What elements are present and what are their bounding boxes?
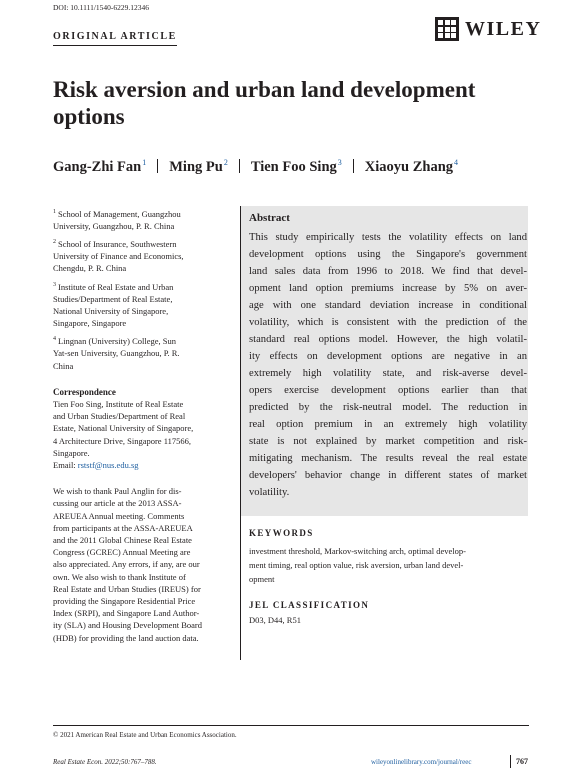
article-type-label: ORIGINAL ARTICLE <box>53 31 177 46</box>
article-title <box>53 76 523 130</box>
title-line: Risk aversion and urban land development <box>53 77 476 102</box>
affiliation: $^3$ Institute of Real Estate and Urban Studies/Department of Real Estate, National University of Singapore, Singapore, Singapore <box>53 281 174 329</box>
sidebar-column <box>53 206 233 644</box>
doi-text: DOI: 10.1111/1540-6229.12346 <box>53 3 150 12</box>
correspondence-text: Tien Foo Sing, Institute of Real Estate and Urban Studies/Department of Real Estate, National University of Singapore, 4 Architecture Drive, Singapore 117566, Singapore. Email: rststf@nus.edu.sg <box>53 398 233 471</box>
author-separator <box>157 159 158 173</box>
affiliation: $^1$ School of Management, Guangzhou University, Guangzhou, P. R. China <box>53 208 181 232</box>
publisher-name: WILEY <box>465 17 542 40</box>
abstract-text: This study empirically tests the volatility effects on land development options using the Singapore's government land sales data from 1996 to 2018. We find that devel- opment land option premiums increase by 5% on aver- age with one standard deviation increase in conditional volatility, which is consistent with the prediction of the standard real options model. However, the high volatil- ity effects on development options are negative in an extremely high volatility state, and risk-averse devel- opers exercise development options earlier than that predicted by the risk-neutral model. The reduction in real option premium in an extremely high volatility state is not explained by market competition and risk- mitigating mechanism. The results reveal the real estate developers' behavior change in different states of market volatility. <box>249 232 527 498</box>
author-list <box>53 157 458 176</box>
publisher-logo <box>435 17 541 41</box>
wiley-logo-icon <box>435 17 459 41</box>
email-line: Email: rststf@nus.edu.sg <box>53 459 139 470</box>
journal-url-link[interactable]: wileyonlinelibrary.com/journal/reec <box>371 758 472 766</box>
author-name[interactable]: Xiaoyu Zhang$^4$ <box>364 158 459 175</box>
keywords-text: investment threshold, Markov-switching arch, optimal develop- ment timing, real option value, risk aversion, urban land devel- opment <box>249 546 466 584</box>
author-name[interactable]: Tien Foo Sing$^3$ <box>250 158 342 175</box>
jel-heading: JEL CLASSIFICATION <box>249 600 370 610</box>
page-number-divider <box>510 755 511 768</box>
acknowledgment: We wish to thank Paul Anglin for dis- cussing our article at the 2013 ASSA- AREUEA Annual meeting. Comments from participants at the ASSA-AREUEA and the 2011 Global Chinese Real Estate Congress (GCREC) Annual Meeting are also appreciated. Any errors, if any, are our own. We also wish to thank Institute of Real Estate and Urban Studies (IREUS) for providing the Singapore Residential Price Index (SRPI), and Singapore Land Author- ity (SLA) and Housing Development Board (HDB) for providing the land auction data. <box>53 486 202 643</box>
page-number: 767 <box>516 757 528 766</box>
journal-citation: Real Estate Econ. 2022;50:767–788. <box>53 758 157 766</box>
keywords-heading: KEYWORDS <box>249 528 314 538</box>
title-line: options <box>53 104 125 129</box>
footer-divider <box>53 725 529 726</box>
jel-codes: D03, D44, R51 <box>249 615 301 625</box>
author-name[interactable]: Ming Pu$^2$ <box>169 158 228 175</box>
correspondence-heading: Correspondence <box>53 386 116 397</box>
affiliation: $^4$ Lingnan (University) College, Sun Yat-sen University, Guangzhou, P. R. China <box>53 336 180 371</box>
abstract-heading: Abstract <box>249 212 290 224</box>
author-separator <box>239 159 240 173</box>
author-separator <box>353 159 354 173</box>
affiliation: $^2$ School of Insurance, Southwestern University of Finance and Economics, Chengdu, P. R. China <box>53 239 184 274</box>
author-name[interactable]: Gang-Zhi Fan$^1$ <box>53 158 147 175</box>
email-link[interactable]: rststf@nus.edu.sg <box>77 459 139 470</box>
copyright-text: © 2021 American Real Estate and Urban Economics Association. <box>53 731 237 739</box>
